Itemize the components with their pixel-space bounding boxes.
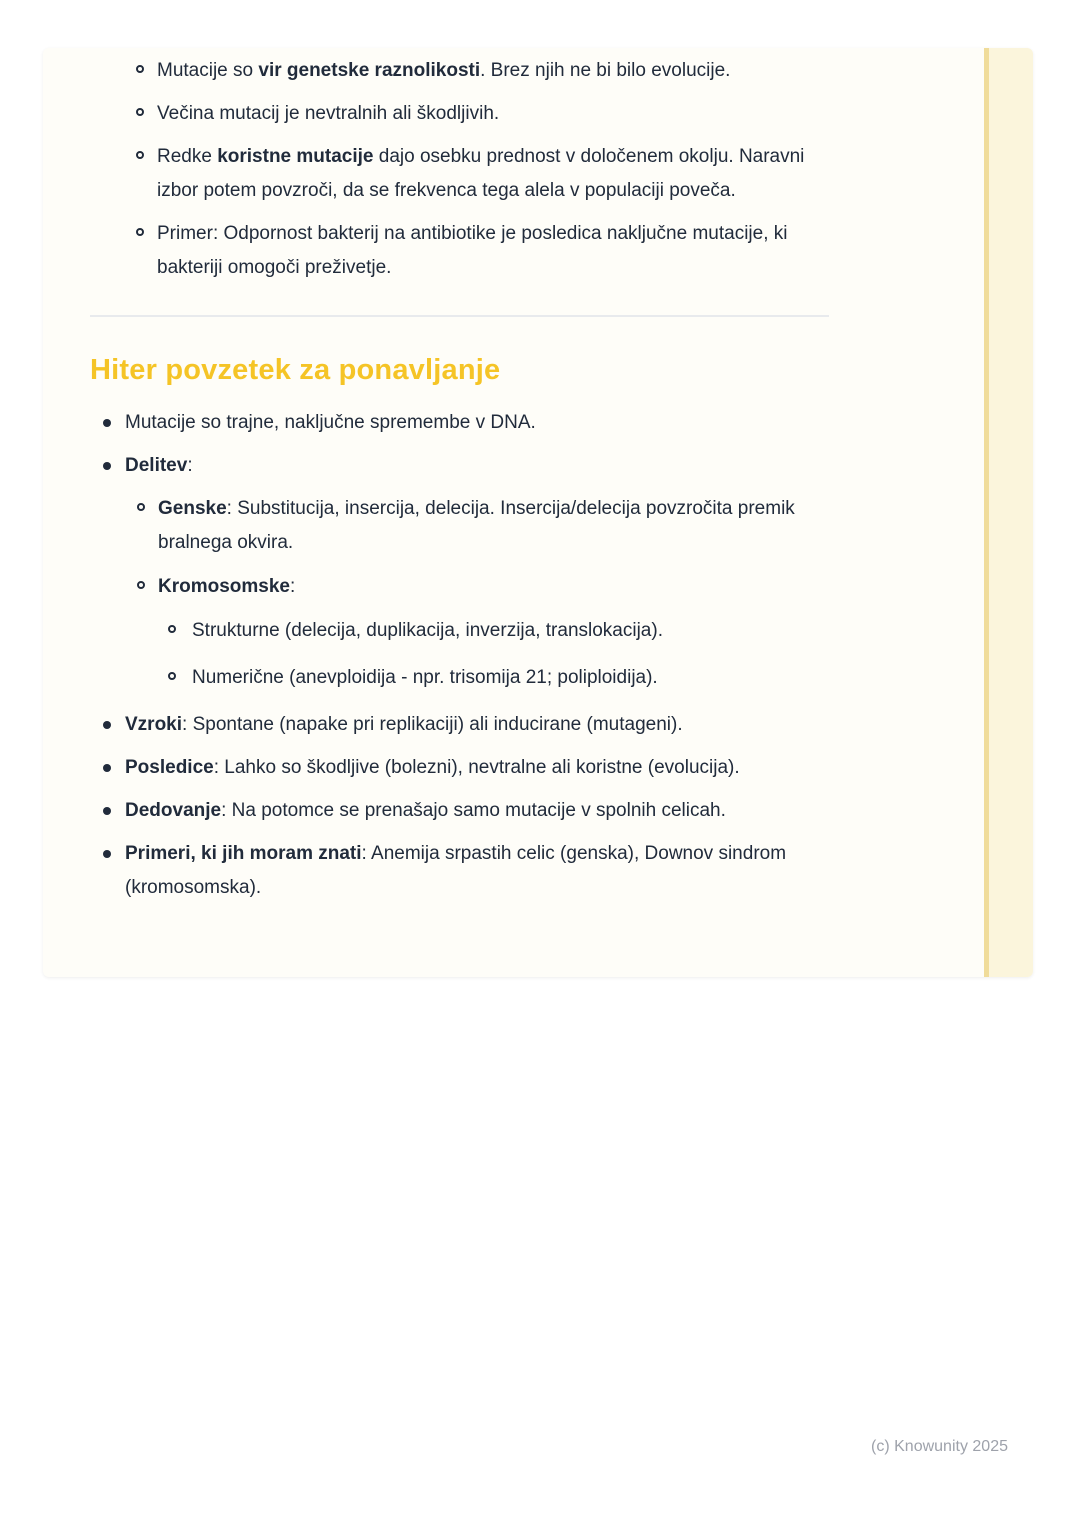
- bullet-circle-icon: [137, 581, 145, 589]
- list-item-text: [125, 843, 786, 898]
- list-item: [90, 54, 830, 88]
- text-segment: Večina mutacij je nevtralnih ali škodljivih.: [157, 103, 500, 124]
- list-item: [90, 449, 830, 695]
- list-item-text: [192, 620, 663, 641]
- text-segment: : Spontane (napake pri replikaciji) ali inducirane (mutageni).: [182, 714, 683, 735]
- list-item: [125, 570, 830, 695]
- bullet-disc-icon: [103, 807, 111, 815]
- text-segment: : Na potomce se prenašajo samo mutacije v spolnih celicah.: [221, 800, 726, 821]
- text-segment-bold: Dedovanje: [125, 800, 222, 821]
- list-item: [90, 837, 830, 905]
- highlight-stripe: [984, 48, 1033, 977]
- bullet-disc-icon: [103, 764, 111, 772]
- section-heading: Hiter povzetek za ponavljanje: [90, 354, 501, 386]
- text-segment: . Brez njih ne bi bilo evolucije.: [480, 60, 731, 81]
- bullet-circle-icon: [136, 108, 144, 116]
- text-segment: :: [187, 455, 193, 476]
- text-segment: Mutacije so: [157, 60, 259, 81]
- list-item-text: [157, 103, 499, 124]
- list-item: [125, 492, 830, 560]
- list-item: [158, 614, 830, 648]
- sub-sub-list: [158, 614, 830, 695]
- notes-card: [43, 48, 1033, 977]
- bullet-circle-icon: [136, 151, 144, 159]
- notes-content: [90, 54, 830, 914]
- list-item-text: [125, 714, 683, 735]
- bullet-circle-icon: [168, 625, 176, 633]
- bullet-disc-icon: [103, 721, 111, 729]
- text-segment: : Lahko so škodljive (bolezni), nevtralne ali koristne (evolucija).: [213, 757, 740, 778]
- text-segment: Redke: [157, 146, 218, 167]
- list-item-text: [158, 498, 795, 553]
- bullet-circle-icon: [136, 228, 144, 236]
- list-item-text: [157, 60, 730, 81]
- list-item: [90, 406, 830, 440]
- list-item-text: [192, 667, 658, 688]
- text-segment: Primer: Odpornost bakterij na antibiotike je posledica naključne mutacije, ki bakteriji omogoči preživetje.: [157, 223, 788, 278]
- text-segment: Numerične (anevploidija - npr. trisomija 21; poliploidija).: [192, 667, 658, 688]
- list-item: [158, 661, 830, 695]
- list-item-text: [125, 800, 726, 821]
- list-item-text: [125, 412, 536, 433]
- section-divider: [90, 315, 829, 317]
- text-segment-bold: Posledice: [125, 757, 214, 778]
- text-segment-bold: vir genetske raznolikosti: [258, 60, 481, 81]
- list-item: [90, 217, 830, 285]
- text-segment: : Substitucija, insercija, delecija. Insercija/delecija povzročita premik bralnega okvira.: [158, 498, 795, 553]
- text-segment-bold: Genske: [158, 498, 227, 519]
- bullet-disc-icon: [103, 419, 111, 427]
- list-item-text: [125, 757, 740, 778]
- text-segment: Strukturne (delecija, duplikacija, inverzija, translokacija).: [192, 620, 663, 641]
- list-item: [90, 751, 830, 785]
- text-segment-bold: Delitev: [125, 455, 188, 476]
- bullet-circle-icon: [168, 672, 176, 680]
- list-item-text: [158, 576, 295, 597]
- summary-list: [90, 406, 830, 905]
- list-item-text: [157, 223, 787, 278]
- text-segment: dajo osebku prednost v določenem okolju. Naravni izbor potem povzroči, da se frekvenca tega alela v populaciji poveča.: [157, 146, 805, 201]
- list-item-text: [157, 146, 804, 201]
- text-segment-bold: Kromosomske: [158, 576, 290, 597]
- list-item: [90, 794, 830, 828]
- text-segment-bold: koristne mutacije: [217, 146, 374, 167]
- bullet-disc-icon: [103, 462, 111, 470]
- copyright-text: (c) Knowunity 2025: [871, 1438, 1008, 1455]
- bullet-circle-icon: [137, 503, 145, 511]
- text-segment-bold: Primeri, ki jih moram znati: [125, 843, 362, 864]
- bullet-disc-icon: [103, 850, 111, 858]
- text-segment-bold: Vzroki: [125, 714, 183, 735]
- list-item: [90, 140, 830, 208]
- list-item-text: [125, 455, 193, 476]
- text-segment: : Anemija srpastih celic (genska), Downov sindrom (kromosomska).: [125, 843, 787, 898]
- text-segment: Mutacije so trajne, naključne spremembe v DNA.: [125, 412, 536, 433]
- sub-list: [125, 492, 830, 695]
- list-item: [90, 97, 830, 131]
- intro-list: [90, 54, 830, 285]
- text-segment: :: [290, 576, 296, 597]
- bullet-circle-icon: [136, 65, 144, 73]
- list-item: [90, 708, 830, 742]
